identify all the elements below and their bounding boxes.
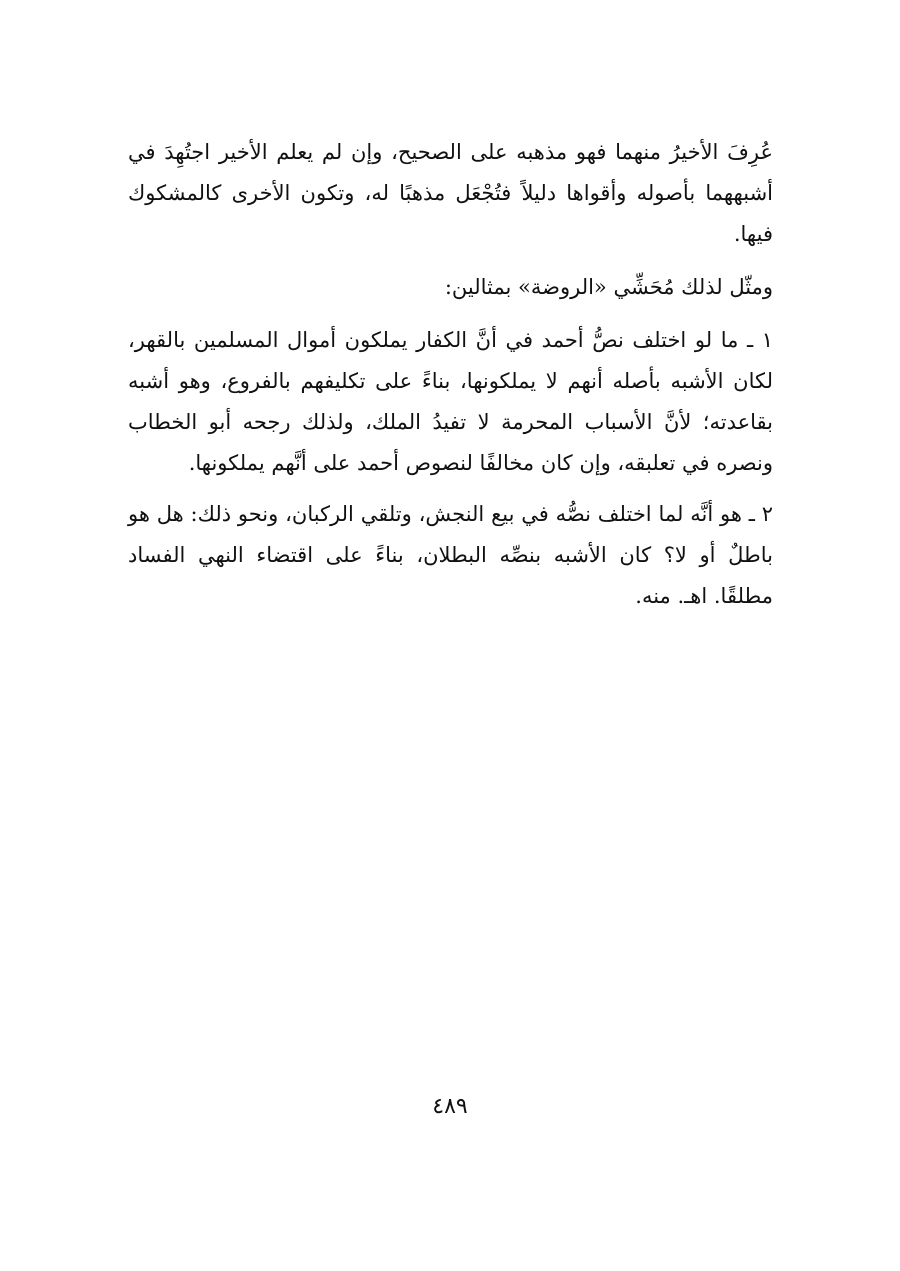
- page-number: ٤٨٩: [432, 1094, 468, 1119]
- page-body: [128, 132, 773, 617]
- paragraph-example-1: ١ ـ ما لو اختلف نصُّ أحمد في أنَّ الكفار يملكون أموال المسلمين بالقهر، لكان الأشبه بأصله أنهم لا يملكونها، بناءً على تكليفهم بالفروع، وهو أشبه بقاعدته؛ لأنَّ الأسباب المحرمة لا تفيدُ الملك، ولذلك رجحه أبو الخطاب ونصره في تعلبقه، وإن كان مخالفًا لنصوص أحمد على أنَّهم يملكونها.: [128, 328, 774, 475]
- paragraph-spacer: [128, 308, 773, 320]
- paragraph-example-intro: ومثّل لذلك مُحَشِّي «الروضة» بمثالين:: [444, 275, 773, 299]
- paragraph-continuation: عُرِفَ الأخيرُ منهما فهو مذهبه على الصحيح، وإن لم يعلم الأخير اجتُهِدَ في أشبههما بأصوله وأقواها دليلاً فتُجْعَل مذهبًا له، وتكون الأخرى كالمشكوك فيها.: [128, 140, 773, 246]
- paragraph-spacer: [128, 255, 773, 267]
- paragraph-example-2: ٢ ـ هو أنَّه لما اختلف نصُّه في بيع النجش، وتلقي الركبان، ونحو ذلك: هل هو باطلٌ أو لا؟ كان الأشبه بنصِّه البطلان، بناءً على اقتضاء النهي الفساد مطلقًا. اهـ. منه.: [128, 502, 773, 608]
- paragraph-spacer: [128, 484, 773, 494]
